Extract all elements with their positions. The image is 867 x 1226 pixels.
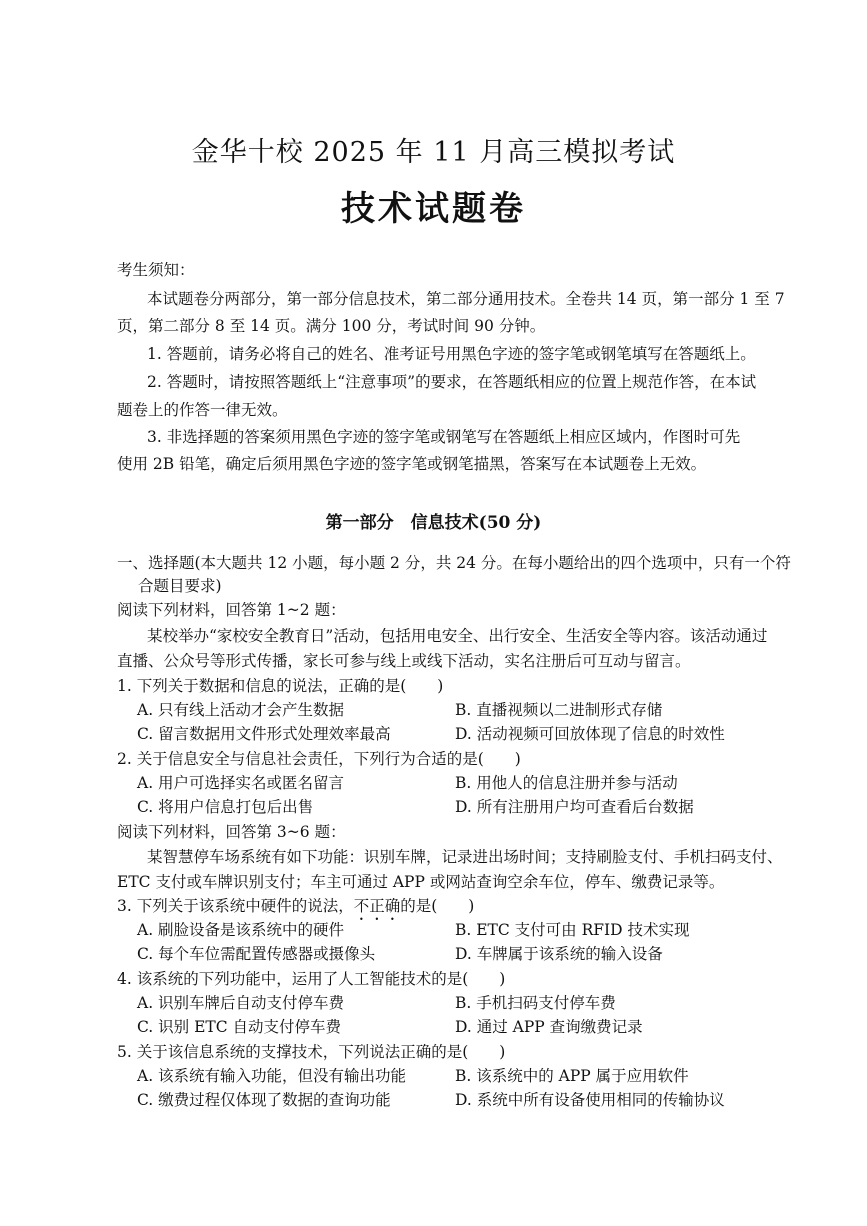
q4-option-c: C. 识别 ETC 自动支付停车费 — [137, 1018, 342, 1036]
q1-option-d: D. 活动视频可回放体现了信息的时效性 — [455, 725, 725, 743]
q3-option-b: B. ETC 支付可由 RFID 技术实现 — [455, 921, 690, 939]
part-instructions: 一、选择题(本大题共 12 小题，每小题 2 分，共 24 分。在每小题给出的四个选项中，只有一个符 — [117, 554, 791, 572]
exam-title: 金华十校 2025 年 11 月高三模拟考试 — [191, 137, 676, 168]
notice-line: 页，第二部分 8 至 14 页。满分 100 分，考试时间 90 分钟。 — [117, 317, 546, 335]
notice-line: 本试题卷分两部分，第一部分信息技术，第二部分通用技术。全卷共 14 页，第一部分 1 至 7 — [147, 290, 785, 308]
section-heading: 第一部分 信息技术(50 分) — [325, 513, 542, 533]
q3-option-d: D. 车牌属于该系统的输入设备 — [455, 945, 663, 963]
reading-prompt: 阅读下列材料，回答第 1~2 题： — [117, 601, 346, 619]
question-2-stem: 2. 关于信息安全与信息社会责任，下列行为合适的是( ) — [117, 750, 521, 768]
q1-option-b: B. 直播视频以二进制形式存储 — [455, 701, 663, 719]
q1-option-c: C. 留言数据用文件形式处理效率最高 — [137, 725, 391, 743]
q2-option-b: B. 用他人的信息注册并参与活动 — [455, 774, 678, 792]
q3-stem-suffix: 的是( ) — [400, 897, 475, 915]
question-5-stem: 5. 关于该信息系统的支撑技术，下列说法正确的是( ) — [117, 1043, 506, 1061]
q3-option-c: C. 每个车位需配置传感器或摄像头 — [137, 945, 376, 963]
q3-emphasis: 不正确 — [353, 897, 401, 915]
q3-option-a: A. 刷脸设备是该系统中的硬件 — [137, 921, 345, 939]
paper-subtitle: 技术试题卷 — [341, 189, 526, 229]
q2-option-d: D. 所有注册用户均可查看后台数据 — [455, 798, 694, 816]
q2-option-c: C. 将用户信息打包后出售 — [137, 798, 314, 816]
q4-option-b: B. 手机扫码支付停车费 — [455, 994, 616, 1012]
notice-line: 3. 非选择题的答案须用黑色字迹的签字笔或钢笔写在答题纸上相应区域内，作图时可先 — [147, 428, 741, 446]
q3-stem-prefix: 3. 下列关于该系统中硬件的说法， — [117, 897, 354, 915]
notice-heading: 考生须知： — [117, 261, 195, 279]
q5-option-a: A. 该系统有输入功能，但没有输出功能 — [137, 1067, 407, 1085]
reading-prompt: 阅读下列材料，回答第 3~6 题： — [117, 823, 346, 841]
notice-line: 2. 答题时，请按照答题纸上“注意事项”的要求，在答题纸相应的位置上规范作答，在本试 — [147, 373, 757, 391]
q4-option-d: D. 通过 APP 查询缴费记录 — [455, 1018, 643, 1036]
notice-line: 使用 2B 铅笔，确定后须用黑色字迹的签字笔或钢笔描黑，答案写在本试题卷上无效。 — [117, 455, 707, 473]
q4-option-a: A. 识别车牌后自动支付停车费 — [137, 994, 345, 1012]
question-1-stem: 1. 下列关于数据和信息的说法，正确的是( ) — [117, 677, 444, 695]
reading-material: 某智慧停车场系统有如下功能：识别车牌，记录进出场时间；支持刷脸支付、手机扫码支付、 — [147, 848, 783, 866]
notice-line: 1. 答题前，请务必将自己的姓名、准考证号用黑色字迹的签字笔或钢笔填写在答题纸上。 — [147, 345, 756, 363]
q5-option-d: D. 系统中所有设备使用相同的传输协议 — [455, 1091, 725, 1109]
reading-material: 直播、公众号等形式传播，家长可参与线上或线下活动，实名注册后可互动与留言。 — [117, 652, 691, 670]
reading-material: 某校举办“家校安全教育日”活动，包括用电安全、出行安全、生活安全等内容。该活动通过 — [147, 627, 768, 645]
question-4-stem: 4. 该系统的下列功能中，运用了人工智能技术的是( ) — [117, 970, 506, 988]
q5-option-b: B. 该系统中的 APP 属于应用软件 — [455, 1067, 689, 1085]
reading-material: ETC 支付或车牌识别支付；车主可通过 APP 或网站查询空余车位，停车、缴费记录等。 — [117, 873, 725, 891]
notice-line: 题卷上的作答一律无效。 — [117, 401, 288, 419]
part-instructions: 合题目要求) — [138, 577, 222, 595]
q2-option-a: A. 用户可选择实名或匿名留言 — [137, 774, 345, 792]
q5-option-c: C. 缴费过程仅体现了数据的查询功能 — [137, 1091, 391, 1109]
q1-option-a: A. 只有线上活动才会产生数据 — [137, 701, 345, 719]
